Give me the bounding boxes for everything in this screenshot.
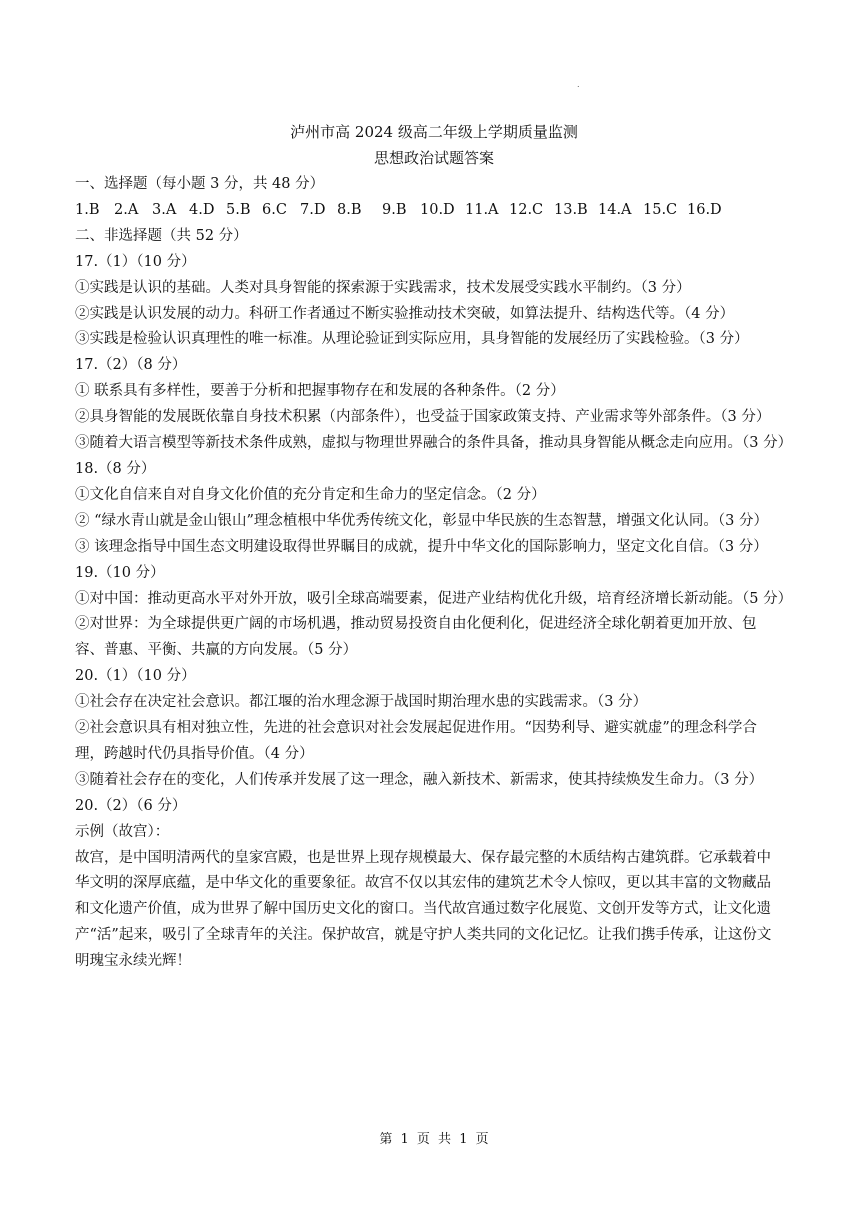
answer-point: ② “绿水青山就是金山银山”理念植根中华优秀传统文化，彰显中华民族的生态智慧，增强文化认同。（3 分） — [75, 512, 769, 529]
answer-point: ②对世界：为全球提供更广阔的市场机遇，推动贸易投资自由化便利化，促进经济全球化朝着更加开放、包容、普惠、平衡、共赢的方向发展。（5 分） — [75, 616, 757, 659]
choice-answer: 14.A — [598, 201, 632, 218]
answer-point: ③ 该理念指导中国生态文明建设取得世界瞩目的成就，提升中华文化的国际影响力，坚定文化自信。（3 分） — [75, 538, 768, 555]
section-heading-nonchoice: 二、非选择题（共 52 分） — [75, 227, 248, 244]
question-heading: 20.（2）（6 分） — [75, 797, 187, 814]
page-subtitle: 思想政治试题答案 — [373, 149, 494, 167]
answer-point: ①社会存在决定社会意识。都江堰的治水理念源于战国时期治理水患的实践需求。（3 分） — [75, 694, 648, 711]
choice-answer: 1.B — [75, 201, 100, 218]
section-heading-choice: 一、选择题（每小题 3 分，共 48 分） — [75, 176, 325, 192]
example-label: 示例（故宫）： — [75, 823, 170, 840]
choice-answer: 4.D — [189, 201, 215, 218]
choice-answer: 16.D — [687, 201, 722, 218]
question-heading: 18.（8 分） — [75, 460, 156, 477]
answer-point: ①文化自信来自对自身文化价值的充分肯定和生命力的坚定信念。（2 分） — [75, 486, 546, 503]
choice-answer: 15.C — [643, 201, 678, 218]
question-heading: 19.（10 分） — [75, 564, 165, 581]
choice-answers-row — [75, 198, 785, 224]
answer-content — [75, 172, 793, 975]
answer-point: ③随着大语言模型等新技术条件成熟，虚拟与物理世界融合的条件具备，推动具身智能从概念走向应用。（3 分） — [75, 435, 793, 452]
example-paragraph: 故宫，是中国明清两代的皇家宫殿，也是世界上现存规模最大、保存最完整的木质结构古建筑群。它承载着中华文明的深厚底蕴，是中华文化的重要象征。故宫不仅以其宏伟的建筑艺术令人惊叹，更以其丰富的文物藏品和文化遗产价值，成为世界了解中国历史文化的窗口。当代故宫通过数字化展览、文创开发等方式，让文化遗产“活”起来，吸引了全球青年的关注。保护故宫，就是守护人类共同的文化记忆。让我们携手传承，让这份文明瑰宝永续光辉！ — [75, 849, 772, 970]
choice-answer: 10.D — [420, 201, 455, 218]
page-title: 泸州市高 2024 级高二年级上学期质量监测 — [290, 123, 578, 141]
page-mark: . — [577, 80, 580, 89]
question-heading: 20.（1）（10 分） — [75, 668, 196, 685]
choice-answer: 9.B — [382, 201, 407, 218]
choice-answer: 7.D — [300, 201, 326, 218]
choice-answer: 3.A — [152, 201, 177, 218]
choice-answer: 11.A — [465, 201, 499, 218]
answer-point: ①对中国：推动更高水平对外开放，吸引全球高端要素，促进产业结构优化升级，培育经济增长新动能。（5 分） — [75, 590, 793, 607]
answer-point: ③随着社会存在的变化，人们传承并发展了这一理念，融入新技术、新需求，使其持续焕发生命力。（3 分） — [75, 771, 764, 788]
question-heading: 17.（2）（8 分） — [75, 357, 187, 374]
choice-answer: 8.B — [337, 201, 362, 218]
choice-answer: 6.C — [262, 201, 287, 218]
choice-answer: 13.B — [554, 201, 588, 218]
answer-point: ① 联系具有多样性，要善于分析和把握事物存在和发展的各种条件。（2 分） — [75, 383, 565, 400]
question-heading: 17.（1）（10 分） — [75, 253, 196, 270]
choice-answer: 5.B — [226, 201, 251, 218]
answer-point: ③实践是检验认识真理性的唯一标准。从理论验证到实际应用，具身智能的发展经历了实践检验。（3 分） — [75, 331, 749, 348]
choice-answer: 12.C — [509, 201, 544, 218]
answer-point: ②社会意识具有相对独立性，先进的社会意识对社会发展起促进作用。“因势利导、避实就虚”的理念科学合理，跨越时代仍具指导价值。（4 分） — [75, 720, 757, 762]
answer-point: ①实践是认识的基础。人类对具身智能的探索源于实践需求，技术发展受实践水平制约。（3 分） — [75, 279, 691, 296]
page-number: 第 1 页 共 1 页 — [379, 1132, 489, 1147]
answer-point: ②具身智能的发展既依靠自身技术积累（内部条件），也受益于国家政策支持、产业需求等外部条件。（3 分） — [75, 409, 771, 426]
choice-answer: 2.A — [114, 201, 139, 218]
answer-point: ②实践是认识发展的动力。科研工作者通过不断实验推动技术突破，如算法提升、结构迭代等。（4 分） — [75, 305, 735, 322]
